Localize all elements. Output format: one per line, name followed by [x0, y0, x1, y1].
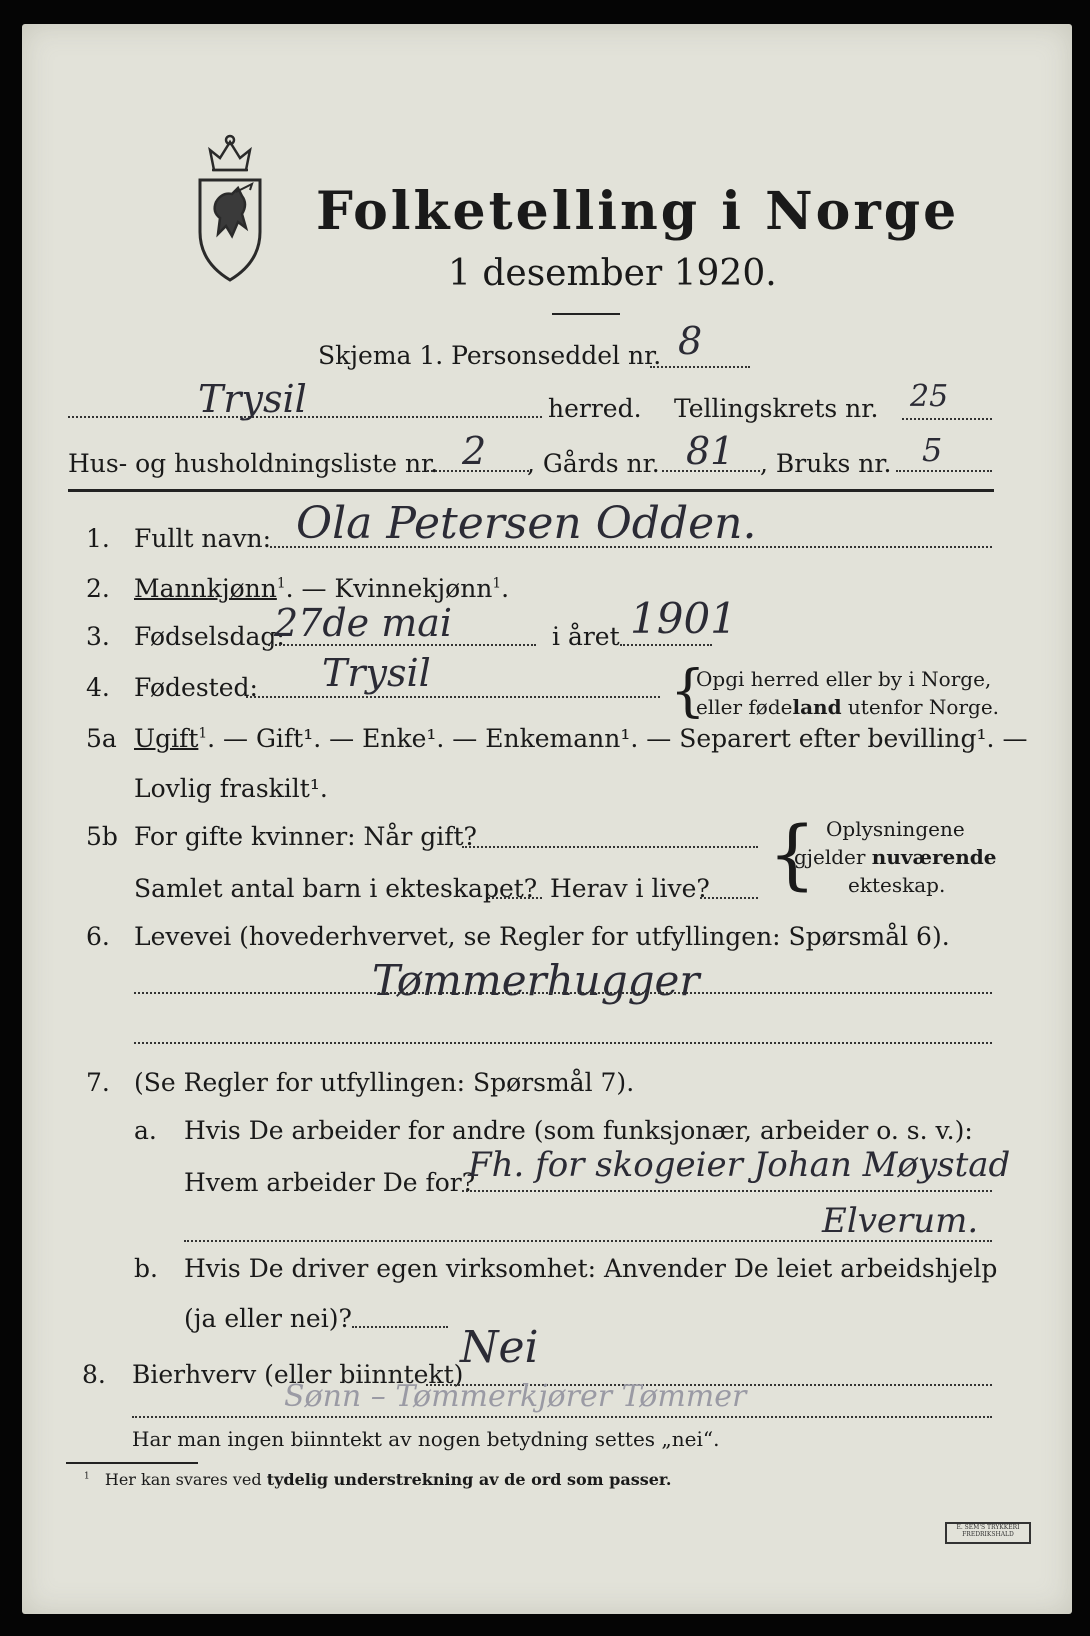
footnote-rule [66, 1462, 198, 1464]
q2-number: 2. [86, 574, 110, 603]
q4-label: Fødested: [134, 673, 258, 702]
q6-label: Levevei (hovederhvervet, se Regler for utfyllingen: Spørsmål 6). [134, 922, 950, 951]
q8-label: Bierhverv (eller biinntekt) [132, 1360, 464, 1389]
gards-value: 81 [686, 429, 735, 473]
q5b-note-brace: { [768, 809, 817, 898]
q6-number: 6. [86, 922, 110, 951]
q4-note-line1: Opgi herred eller by i Norge, [696, 667, 992, 691]
norwegian-coat-of-arms-icon [192, 132, 268, 284]
q2-male-option: Mannkjønn [134, 574, 277, 603]
printer-stamp: E. SEM'S TRYKKERI FREDRIKSHALD [945, 1522, 1031, 1544]
footnote: $^1$ Her kan svares ved tydelig understrekning av de ord som passer. [84, 1470, 672, 1489]
header-rule [68, 489, 994, 492]
title-divider [552, 313, 620, 315]
q8-number: 8. [82, 1360, 106, 1389]
q7a-line1: Hvis De arbeider for andre (som funksjonær, arbeider o. s. v.): [184, 1116, 973, 1145]
q1-number: 1. [86, 524, 110, 553]
q7a-line2: Hvem arbeider De for? [184, 1168, 476, 1197]
bruks-label: , Bruks nr. [760, 449, 892, 478]
q2-female-option: Kvinnekjønn [334, 574, 493, 603]
census-form [22, 24, 1072, 1614]
q7a-employer-value-line2: Elverum. [822, 1201, 979, 1241]
q5a-marital-options: Ugift$^1$. — Gift¹. — Enke¹. — Enkemann¹. — Separert efter bevilling¹. — [134, 724, 1028, 753]
herred-label: herred. [548, 394, 642, 423]
q5b-label2: Samlet antal barn i ekteskapet? [134, 874, 538, 903]
tellingskrets-value: 25 [910, 379, 949, 414]
q5b-note2: gjelder nuværende [794, 845, 997, 869]
q8-side-income-value: Nei [460, 1322, 539, 1373]
q5b-note3: ekteskap. [848, 873, 946, 897]
q7b-letter: b. [134, 1254, 158, 1283]
q7b-line1: Hvis De driver egen virksomhet: Anvender De leiet arbeidshjelp [184, 1254, 998, 1283]
census-date: 1 desember 1920. [448, 253, 777, 294]
schema-label: Skjema 1. Personseddel nr. [318, 341, 662, 370]
q7a-letter: a. [134, 1116, 157, 1145]
q4-number: 4. [86, 673, 110, 702]
q3-birthday-value: 27de mai [274, 601, 453, 645]
q5a-ugift-option: Ugift [134, 724, 199, 753]
q8-pencil-note: Sønn – Tømmerkjører Tømmer [284, 1379, 747, 1414]
q3-label: Fødselsdag: [134, 622, 285, 651]
q3-number: 3. [86, 622, 110, 651]
q7-number: 7. [86, 1068, 110, 1097]
q3-year-label: i året [552, 622, 620, 651]
herred-value: Trysil [198, 377, 307, 421]
footer-note: Har man ingen biinntekt av nogen betydning settes „nei“. [132, 1427, 720, 1451]
q1-label: Fullt navn: [134, 524, 272, 553]
q7b-line2: (ja eller nei)? [184, 1304, 352, 1333]
gards-label: , Gårds nr. [527, 449, 660, 478]
q5a-number: 5a [86, 724, 117, 753]
q1-full-name-value: Ola Petersen Odden. [296, 498, 757, 549]
form-title: Folketelling i Norge [316, 181, 960, 242]
household-list-value: 2 [462, 429, 487, 473]
q4-note-brace: { [670, 659, 706, 724]
tellingskrets-label: Tellingskrets nr. [674, 394, 879, 423]
q7-label: (Se Regler for utfyllingen: Spørsmål 7). [134, 1068, 635, 1097]
q6-occupation-value: Tømmerhugger [372, 956, 700, 1005]
q5a-line2: Lovlig fraskilt¹. [134, 774, 328, 803]
q2-sex-options: Mannkjønn$^1$. — Kvinnekjønn$^1$. [134, 574, 510, 603]
household-list-label: Hus- og husholdningsliste nr. [68, 449, 439, 478]
q5b-label1: For gifte kvinner: Når gift? [134, 822, 477, 851]
bruks-value: 5 [922, 431, 943, 469]
q5b-note1: Oplysningene [826, 817, 965, 841]
schema-number-value: 8 [678, 319, 703, 363]
q3-year-value: 1901 [630, 594, 737, 643]
q4-note-line2: eller fødeland utenfor Norge. [696, 695, 1000, 719]
q5b-number: 5b [86, 822, 118, 851]
q4-birthplace-value: Trysil [322, 651, 431, 695]
q5b-label3: Herav i live? [550, 874, 710, 903]
q7a-employer-value: Fh. for skogeier Johan Møystad [468, 1145, 1011, 1185]
